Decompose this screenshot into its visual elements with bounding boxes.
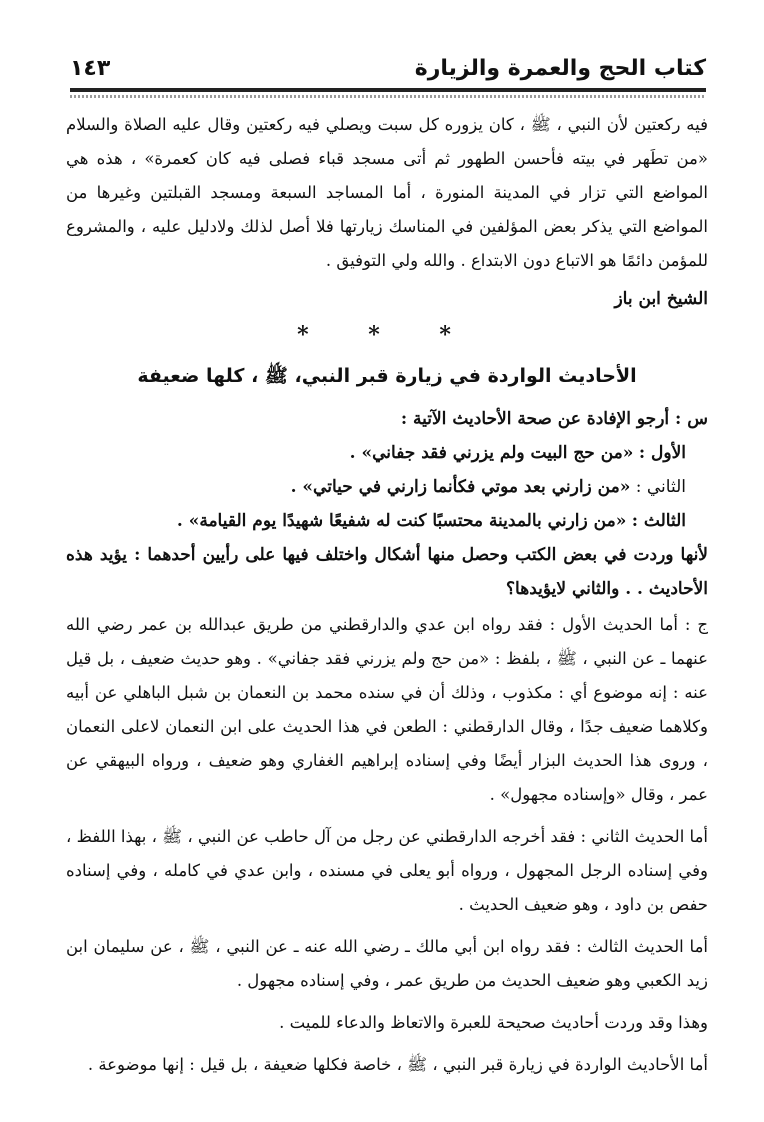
answer-second-hadith: أما الحديث الثاني : فقد أخرجه الدارقطني عن رجل من آل حاطب عن النبي ، ﷺ ، بهذا اللفظ ، وفي إسناده الرجل المجهول ، ورواه أبو يعلى في مسنده ، وابن عدي في كامله ، وفي إسناده حفص بن داود ، وهو ضعيف الحديث . [66,827,708,914]
question-item [66,470,686,504]
question-item [66,436,686,470]
answer-first-hadith: ج : أما الحديث الأول : فقد رواه ابن عدي والدارقطني من طريق عبدالله بن عمر رضي الله عنهما ـ عن النبي ، ﷺ ، بلفظ : «من حج ولم يزرني فقد جفاني» . وهو حديث ضعيف ، بل قيل عنه : إنه موضوع أي : مكذوب ، وذلك أن في سنده محمد بن النعمان بن شبل الباهلي عن أبيه وكلاهما ضعيف جدًا ، وقال الدارقطني : الطعن في هذا الحديث على ابن النعمان لاعلى النعمان ، وروى هذا الحديث البزار أيضًا وفي إسناده إبراهيم الغفاري وهو ضعيف ، ورواه البيهقي عن عمر ، وقال «وإسناده مجهول» . [66,615,708,804]
question-item-label: الأول : [638,443,686,463]
question-item [66,504,686,538]
answer-third-hadith: أما الحديث الثالث : فقد رواه ابن أبي مالك ـ رضي الله عنه ـ عن النبي ، ﷺ ، عن سليمان ابن زيد الكعبي وهو ضعيف الحديث من طريق عمر ، وفي إسناده مجهول . [66,937,708,990]
question-item-text: «من حج البيت ولم يزرني فقد جفاني» . [349,443,634,463]
page-header [70,46,706,90]
page-number: ١٤٣ [70,55,111,81]
question-item-text: «من زارني بالمدينة محتسبًا كنت له شفيعًا شهيدًا يوم القيامة» . [176,511,627,531]
section-separator: * * * [297,322,477,348]
header-rule [70,88,706,92]
header-dotted-rule [70,95,706,98]
section-heading: الأحاديث الواردة في زيارة قبر النبي، ﷺ ، كلها ضعيفة [137,365,637,387]
running-title: كتاب الحج والعمرة والزيارة [414,55,706,81]
question-item-label: الثالث : [631,511,686,531]
question-intro: س : أرجو الإفادة عن صحة الأحاديث الآتية : [400,409,708,429]
question-closing: لأنها وردت في بعض الكتب وحصل منها أشكال واختلف فيها على رأيين أحدهما : يؤيد هذه الأحاديث . . والثاني لايؤيدها؟ [66,545,708,599]
page-body [66,108,708,1082]
answer-conclusion: أما الأحاديث الواردة في زيارة قبر النبي ، ﷺ ، خاصة فكلها ضعيفة ، بل قيل : إنها موضوعة . [87,1055,708,1074]
answer-note: وهذا وقد وردت أحاديث صحيحة للعبرة والاتعاظ والدعاء للميت . [279,1013,708,1032]
question-item-text: «من زارني بعد موتي فكأنما زارني في حياتي» . [290,477,631,497]
question-item-label: الثاني : [635,477,686,497]
intro-paragraph: فيه ركعتين لأن النبي ، ﷺ ، كان يزوره كل سبت ويصلي فيه ركعتين وقال عليه الصلاة والسلام «من تطَهر في بيته فأحسن الطهور ثم أتى مسجد قباء فصلى فيه كان كعمرة» ، هذه هي المواضع التي تزار في المدينة المنورة ، أما المساجد السبعة ومسجد القبلتين وغيرها من المواضع التي يذكر بعض المؤلفين في المناسك زيارتها فلا أصل لذلك ولادليل عليه ، والمشروع للمؤمن دائمًا هو الاتباع دون الابتداع . والله ولي التوفيق . [66,115,708,270]
signature: الشيخ ابن باز [614,289,708,309]
